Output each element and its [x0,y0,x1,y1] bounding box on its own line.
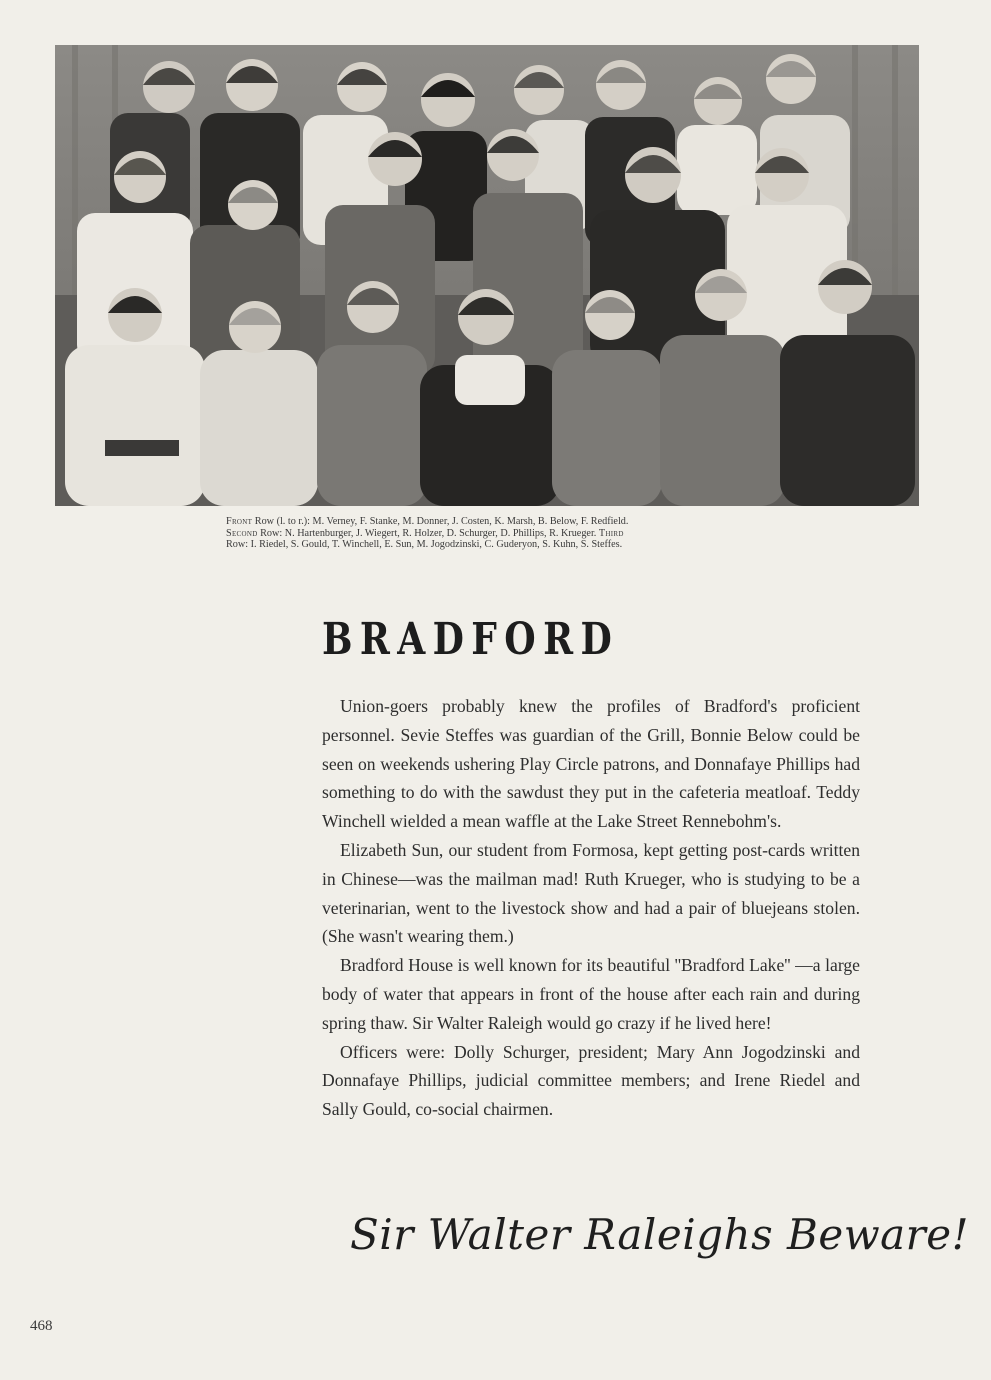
tagline: Sir Walter Raleighs Beware! [350,1210,969,1259]
caption-third-row: Row: I. Riedel, S. Gould, T. Winchell, E. Sun, M. Jogodzinski, C. Guderyon, S. Kuhn, S. Steffes. [226,539,623,550]
paragraph: Officers were: Dolly Schurger, president; Mary Ann Jogodzinski and Donnafaye Phillips, judicial committee members; and Irene Riedel and Sally Gould, co-social chairmen. [322,1041,860,1120]
group-photo [55,45,919,506]
paragraph: Elizabeth Sun, our student from Formosa, kept getting post-cards written in Chinese—was the mailman mad! Ruth Krueger, who is studying to be a veterinarian, went to the livestock show and had a pair of bluejeans stolen. (She wasn't wearing them.) [322,839,860,947]
photo-caption [226,516,786,551]
page-number: 468 [30,1318,53,1334]
caption-front-label: Front [226,516,253,527]
caption-third-label: Third [598,527,624,539]
article-body [322,692,860,1124]
caption-second-row: Row: N. Hartenburger, J. Wiegert, R. Holzer, D. Schurger, D. Phillips, R. Krueger. [257,527,597,539]
paragraph: Bradford House is well known for its beautiful ''Bradford Lake'' —a large body of water that appears in front of the house after each rain and during spring thaw. Sir Walter Raleigh would go crazy if he lived here! [322,955,860,1033]
caption-text [226,516,786,551]
caption-second-label: Second [226,527,258,539]
page-title: BRADFORD [322,614,620,665]
paragraph: Union-goers probably knew the profiles of Bradford's proficient personnel. Sevie Steffes was guardian of the Grill, Bonnie Below could be seen on weekends ushering Play Circle patrons, and Donnafaye Phillips had something to do with the sawdust they put in the cafeteria meatloaf. Teddy Winchell wielded a mean waffle at the Lake Street Rennebohm's. [322,696,860,832]
caption-front-row: Row (l. to r.): M. Verney, F. Stanke, M. Donner, J. Costen, K. Marsh, B. Below, F. Redfield. [252,516,629,527]
